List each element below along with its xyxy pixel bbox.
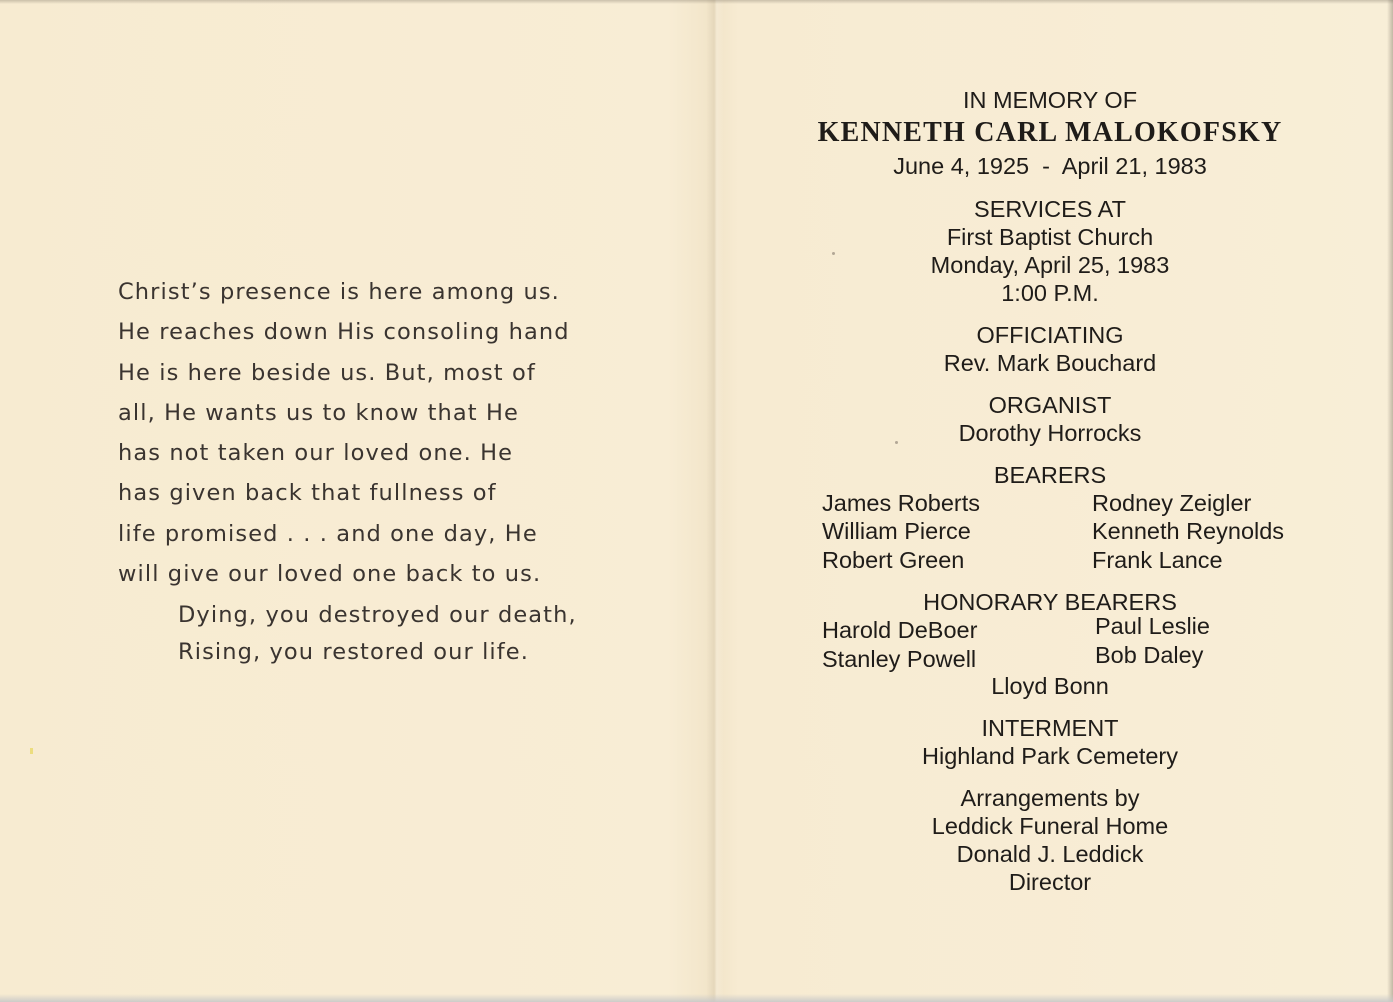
fold-crease: [706, 0, 724, 1002]
funeral-home: Leddick Funeral Home: [931, 813, 1169, 839]
bearer-name: Robert Green: [822, 546, 965, 573]
organist-name: Dorothy Horrocks: [958, 420, 1142, 446]
verse-closing: [178, 597, 577, 671]
director-title: Director: [1008, 869, 1092, 895]
bearer-name: William Pierce: [822, 518, 971, 545]
interment-place: Highland Park Cemetery: [922, 743, 1178, 769]
services-time: 1:00 P.M.: [1001, 280, 1099, 306]
paper-mark: [30, 748, 33, 754]
verse-line: Christ’s presence is here among us.: [118, 279, 560, 305]
top-edge: [0, 0, 1393, 4]
life-dates: June 4, 1925 - April 21, 1983: [893, 153, 1207, 179]
memory-heading: IN MEMORY OF: [962, 87, 1138, 113]
honorary-bearer-name: Harold DeBoer: [822, 617, 978, 643]
director-name: Donald J. Leddick: [956, 841, 1144, 867]
arrangements-line: Arrangements by: [960, 785, 1140, 811]
honorary-bearer-center: Lloyd Bonn: [991, 673, 1109, 699]
deceased-name: KENNETH CARL MALOKOFSKY: [817, 117, 1283, 148]
verse-line: He reaches down His consoling hand: [118, 319, 570, 346]
honorary-list: [760, 613, 1340, 672]
interment-heading: INTERMENT: [981, 715, 1119, 741]
bearers-heading: BEARERS: [993, 462, 1107, 488]
services-place: First Baptist Church: [946, 224, 1154, 250]
honorary-right-column: [1095, 612, 1210, 670]
bearer-name: Kenneth Reynolds: [1092, 518, 1285, 545]
verse-line: all, He wants us to know that He: [118, 399, 519, 426]
honorary-bearer-name: Paul Leslie: [1095, 613, 1210, 639]
bottom-edge: [0, 994, 1393, 1002]
honorary-bearer-name: Stanley Powell: [822, 646, 977, 672]
officiant-name: Rev. Mark Bouchard: [943, 350, 1157, 376]
verse-line: has given back that fullness of: [118, 480, 497, 507]
bearers-right-column: [1092, 489, 1284, 574]
bearers-list: [760, 489, 1340, 573]
verse-line: life promised . . . and one day, He: [118, 520, 538, 547]
verse-line: He is here beside us. But, most of: [118, 359, 536, 386]
closing-line: Rising, you restored our life.: [178, 639, 529, 666]
right-edge: [1387, 0, 1393, 1002]
bearer-name: Frank Lance: [1092, 546, 1223, 573]
services-date: Monday, April 25, 1983: [930, 252, 1170, 278]
honorary-bearer-name: Bob Daley: [1095, 642, 1204, 668]
verse-line: has not taken our loved one. He: [118, 440, 514, 467]
honorary-heading: HONORARY BEARERS: [923, 589, 1177, 615]
honorary-left-column: [822, 616, 977, 674]
organist-heading: ORGANIST: [988, 392, 1112, 418]
officiating-heading: OFFICIATING: [976, 322, 1124, 348]
verse-line: will give our loved one back to us.: [118, 561, 542, 588]
bearer-name: Rodney Zeigler: [1092, 490, 1252, 516]
verse-block: [118, 275, 577, 671]
services-heading: SERVICES AT: [974, 196, 1126, 222]
bearer-name: James Roberts: [822, 490, 981, 516]
closing-line: Dying, you destroyed our death,: [178, 602, 577, 629]
service-details: [760, 86, 1340, 896]
bearers-left-column: [822, 489, 980, 574]
